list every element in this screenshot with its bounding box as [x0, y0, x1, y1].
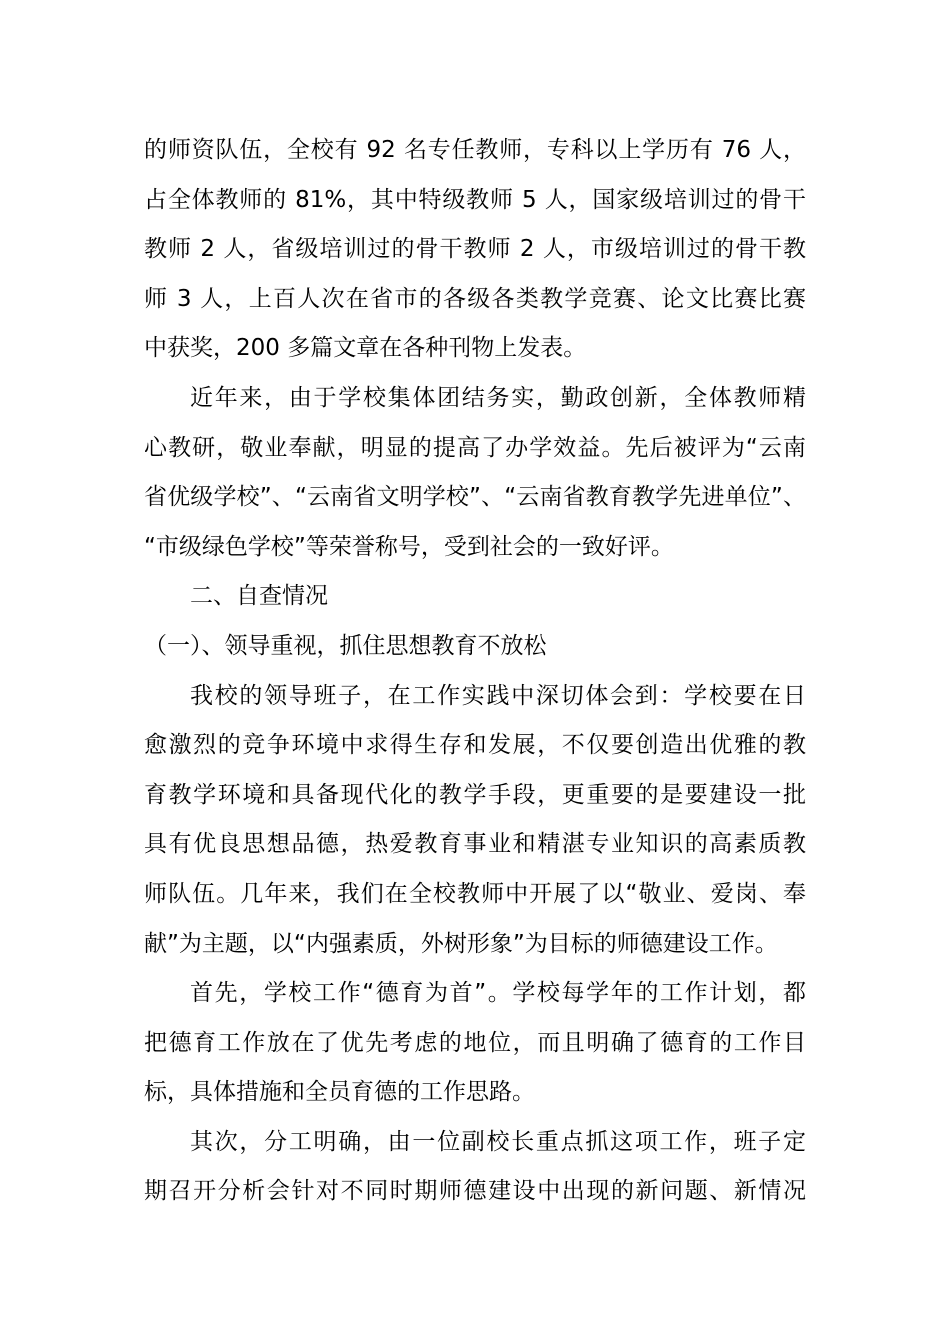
- text-line: 期召开分析会针对不同时期师德建设中出现的新问题、新情况: [144, 1178, 806, 1205]
- subsection-heading: （一）、领导重视，抓住思想教育不放松: [144, 632, 547, 659]
- paragraph-first-line: 近年来，由于学校集体团结务实，勤政创新，全体教师精: [190, 384, 806, 411]
- text-line: 育教学环境和具备现代化的教学手段，更重要的是要建设一批: [144, 781, 806, 808]
- text-line: 的师资队伍，全校有 92 名专任教师，专科以上学历有 76 人，: [144, 137, 806, 163]
- document-body: [144, 126, 806, 1217]
- text-line: 师队伍。几年来，我们在全校教师中开展了以“敬业、爱岗、奉: [144, 880, 806, 907]
- paragraph-first-line: 我校的领导班子，在工作实践中深切体会到：学校要在日: [190, 682, 806, 709]
- paragraph-first-line: 首先，学校工作“德育为首”。学校每学年的工作计划，都: [190, 980, 806, 1007]
- section-heading: 二、自查情况: [190, 583, 328, 610]
- text-line: 心教研，敬业奉献，明显的提高了办学效益。先后被评为“云南: [144, 434, 806, 461]
- text-line: 把德育工作放在了优先考虑的地位，而且明确了德育的工作目: [144, 1029, 806, 1056]
- text-line: 教师 2 人，省级培训过的骨干教师 2 人，市级培训过的骨干教: [144, 236, 806, 263]
- text-line: 标，具体措施和全员育德的工作思路。: [144, 1079, 535, 1106]
- text-line: “市级绿色学校”等荣誉称号，受到社会的一致好评。: [144, 533, 674, 560]
- text-line: 具有优良思想品德，热爱教育事业和精湛专业知识的高素质教: [144, 831, 806, 858]
- text-line: 省优级学校”、“云南省文明学校”、“云南省教育教学先进单位”、: [144, 484, 806, 511]
- text-line: 中获奖，200 多篇文章在各种刊物上发表。: [144, 335, 587, 362]
- text-line: 愈激烈的竞争环境中求得生存和发展，不仅要创造出优雅的教: [144, 732, 806, 759]
- text-line: 献”为主题，以“内强素质，外树形象”为目标的师德建设工作。: [144, 930, 778, 957]
- text-line: 占全体教师的 81%，其中特级教师 5 人，国家级培训过的骨干: [144, 186, 806, 213]
- text-line: 师 3 人，上百人次在省市的各级各类教学竞赛、论文比赛比赛: [144, 285, 806, 312]
- paragraph-first-line: 其次，分工明确，由一位副校长重点抓这项工作，班子定: [190, 1128, 806, 1155]
